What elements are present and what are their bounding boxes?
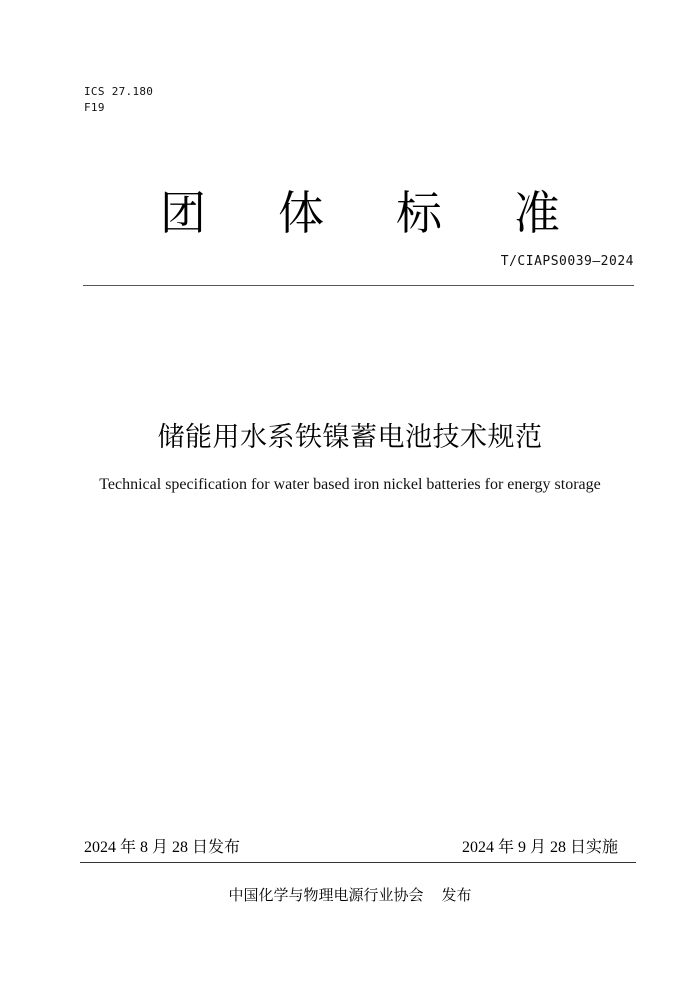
title-chinese: 储能用水系铁镍蓄电池技术规范 (157, 422, 543, 453)
footer-divider (80, 862, 636, 863)
standard-type-heading (160, 183, 560, 243)
standard-type-char: 团 (160, 186, 206, 240)
standard-type-char: 体 (278, 186, 324, 240)
header-divider (83, 285, 634, 286)
publisher-line (0, 884, 700, 905)
publisher-name: 中国化学与物理电源行业协会 (228, 886, 424, 904)
publisher-action: 发布 (441, 886, 472, 904)
ics-code: ICS 27.180 (84, 85, 154, 98)
standard-type-char: 准 (514, 186, 560, 240)
classification-code: F19 (84, 101, 105, 114)
standard-number: T/CIAPS0039—2024 (500, 254, 634, 269)
title-english: Technical specification for water based iron nickel batteries for energy storage (99, 476, 601, 493)
standard-type-char: 标 (396, 186, 442, 240)
publish-date: 2024 年 8 月 28 日发布 (84, 839, 241, 856)
implementation-date: 2024 年 9 月 28 日实施 (461, 839, 618, 856)
